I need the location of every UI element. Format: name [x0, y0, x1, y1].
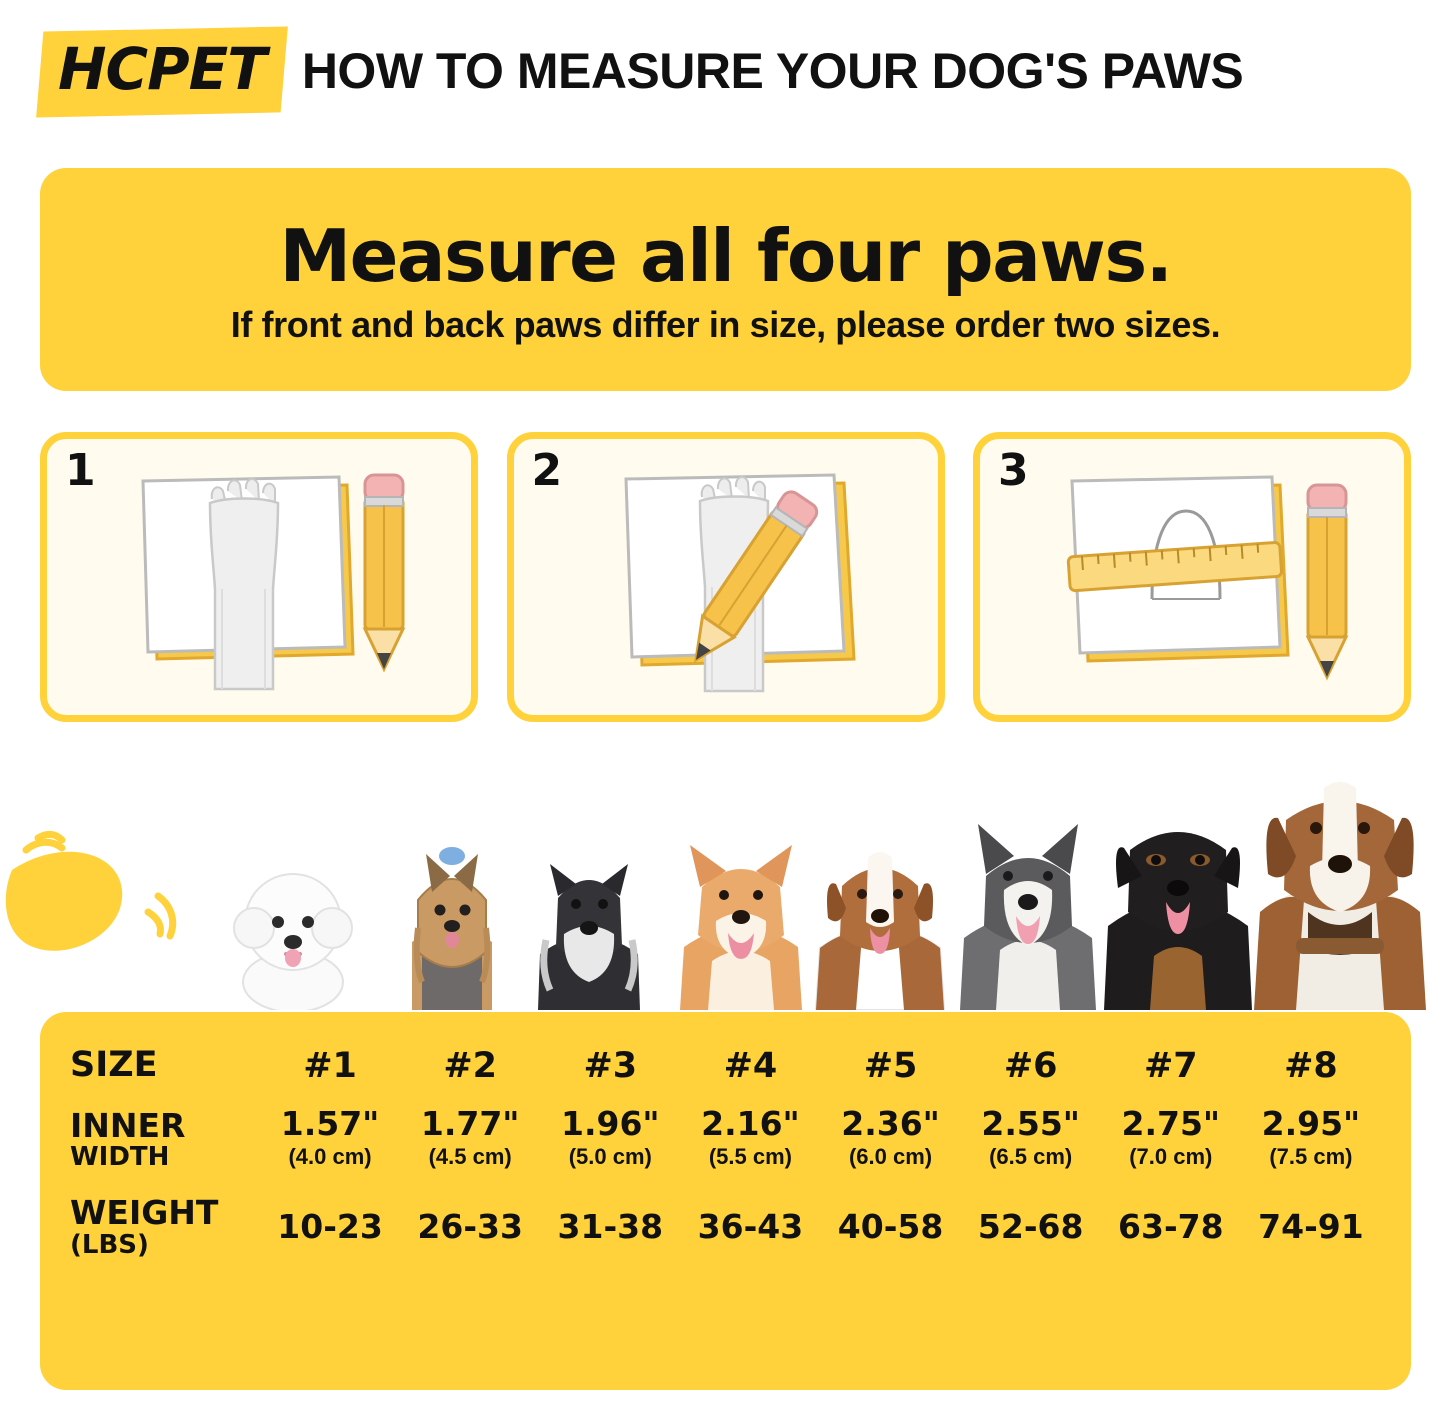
- inner-width-inch: 2.16": [701, 1104, 800, 1143]
- inner-width-cell: [821, 1102, 961, 1181]
- steps-row: [40, 432, 1411, 722]
- row-label-inner: INNER: [70, 1105, 186, 1145]
- banner-subtitle: If front and back paws differ in size, please order two sizes.: [230, 303, 1221, 345]
- step-card-1: [40, 432, 478, 722]
- inner-width-cell: [540, 1102, 680, 1181]
- paw-on-paper-icon: [47, 439, 478, 722]
- weight-cell: 40-58: [837, 1207, 944, 1247]
- inner-width-cm: (4.5 cm): [428, 1144, 512, 1170]
- row-label-width: WIDTH: [70, 1142, 170, 1173]
- size-cell: #8: [1284, 1046, 1338, 1086]
- dog-bichon-frise: [228, 850, 358, 1010]
- inner-width-cm: (7.5 cm): [1269, 1144, 1353, 1170]
- size-cell: #4: [723, 1046, 778, 1086]
- brand-logo: [40, 21, 284, 121]
- row-label-inner-width: [70, 1102, 260, 1181]
- inner-width-inch: 2.95": [1261, 1104, 1361, 1143]
- size-cell: #3: [583, 1046, 638, 1086]
- inner-width-cm: (5.0 cm): [568, 1144, 652, 1170]
- inner-width-inch: 1.57": [280, 1104, 380, 1143]
- dog-alaskan-malamute: [952, 814, 1104, 1010]
- inner-width-cell: [680, 1102, 820, 1181]
- row-label-size: SIZE: [70, 1045, 158, 1086]
- size-cell: #2: [443, 1046, 498, 1086]
- dog-schnauzer: [524, 842, 654, 1010]
- dog-rottweiler: [1098, 796, 1258, 1010]
- dog-breed-strip: [0, 740, 1445, 1010]
- weight-cell: 31-38: [557, 1207, 664, 1247]
- inner-width-inch: 1.96": [561, 1104, 660, 1143]
- size-cell: #7: [1143, 1046, 1198, 1086]
- table-row-size: [70, 1038, 1381, 1102]
- inner-width-cm: (6.0 cm): [848, 1144, 933, 1170]
- row-label-weight-text: WEIGHT: [70, 1193, 219, 1233]
- paw-swoosh-icon: [0, 820, 200, 990]
- row-label-weight: [70, 1181, 260, 1263]
- pencil-tracing-paw-icon: [514, 439, 945, 722]
- ruler-measuring-outline-icon: [980, 439, 1411, 722]
- table-row-inner-width: [70, 1102, 1381, 1181]
- row-label-weight-unit: (LBS): [70, 1229, 149, 1260]
- inner-width-cm: (6.5 cm): [989, 1144, 1073, 1170]
- inner-width-cell: [1101, 1102, 1241, 1181]
- inner-width-cell: [260, 1102, 400, 1181]
- inner-width-cm: (7.0 cm): [1129, 1144, 1213, 1170]
- size-cell: #6: [1003, 1046, 1058, 1086]
- weight-cell: 74-91: [1258, 1207, 1364, 1247]
- brand-name: HCPET: [58, 35, 266, 103]
- inner-width-cell: [1241, 1102, 1381, 1181]
- inner-width-cm: (5.5 cm): [708, 1144, 793, 1170]
- measure-banner: [40, 168, 1411, 391]
- banner-title: Measure all four paws.: [279, 213, 1172, 298]
- inner-width-cell: [961, 1102, 1101, 1181]
- weight-cell: 36-43: [697, 1207, 804, 1247]
- page-title: HOW TO MEASURE YOUR DOG'S PAWS: [301, 43, 1244, 99]
- weight-cell: 52-68: [977, 1207, 1084, 1247]
- inner-width-inch: 2.36": [841, 1104, 940, 1143]
- step-card-3: [973, 432, 1411, 722]
- step-card-2: [507, 432, 945, 722]
- dog-australian-shepherd: [806, 832, 954, 1010]
- inner-width-inch: 2.55": [981, 1104, 1080, 1143]
- table-row-weight: [70, 1181, 1381, 1263]
- weight-cell: 63-78: [1118, 1207, 1224, 1247]
- inner-width-cm: (4.0 cm): [288, 1144, 372, 1170]
- size-cell: #5: [863, 1046, 918, 1086]
- inner-width-inch: 1.77": [420, 1104, 520, 1143]
- inner-width-inch: 2.75": [1121, 1104, 1221, 1143]
- step-number: 3: [998, 445, 1029, 496]
- page-header: [40, 16, 1410, 126]
- dog-yorkshire-terrier: [392, 832, 512, 1010]
- weight-cell: 10-23: [277, 1207, 383, 1247]
- step-number: 2: [531, 445, 563, 496]
- size-chart-card: [40, 1012, 1411, 1390]
- dog-shiba-inu: [666, 835, 816, 1010]
- dog-saint-bernard: [1252, 762, 1428, 1010]
- size-cell: #1: [303, 1046, 357, 1086]
- step-number: 1: [65, 445, 96, 496]
- inner-width-cell: [400, 1102, 540, 1181]
- weight-cell: 26-33: [417, 1207, 523, 1247]
- size-chart-table: [70, 1038, 1381, 1263]
